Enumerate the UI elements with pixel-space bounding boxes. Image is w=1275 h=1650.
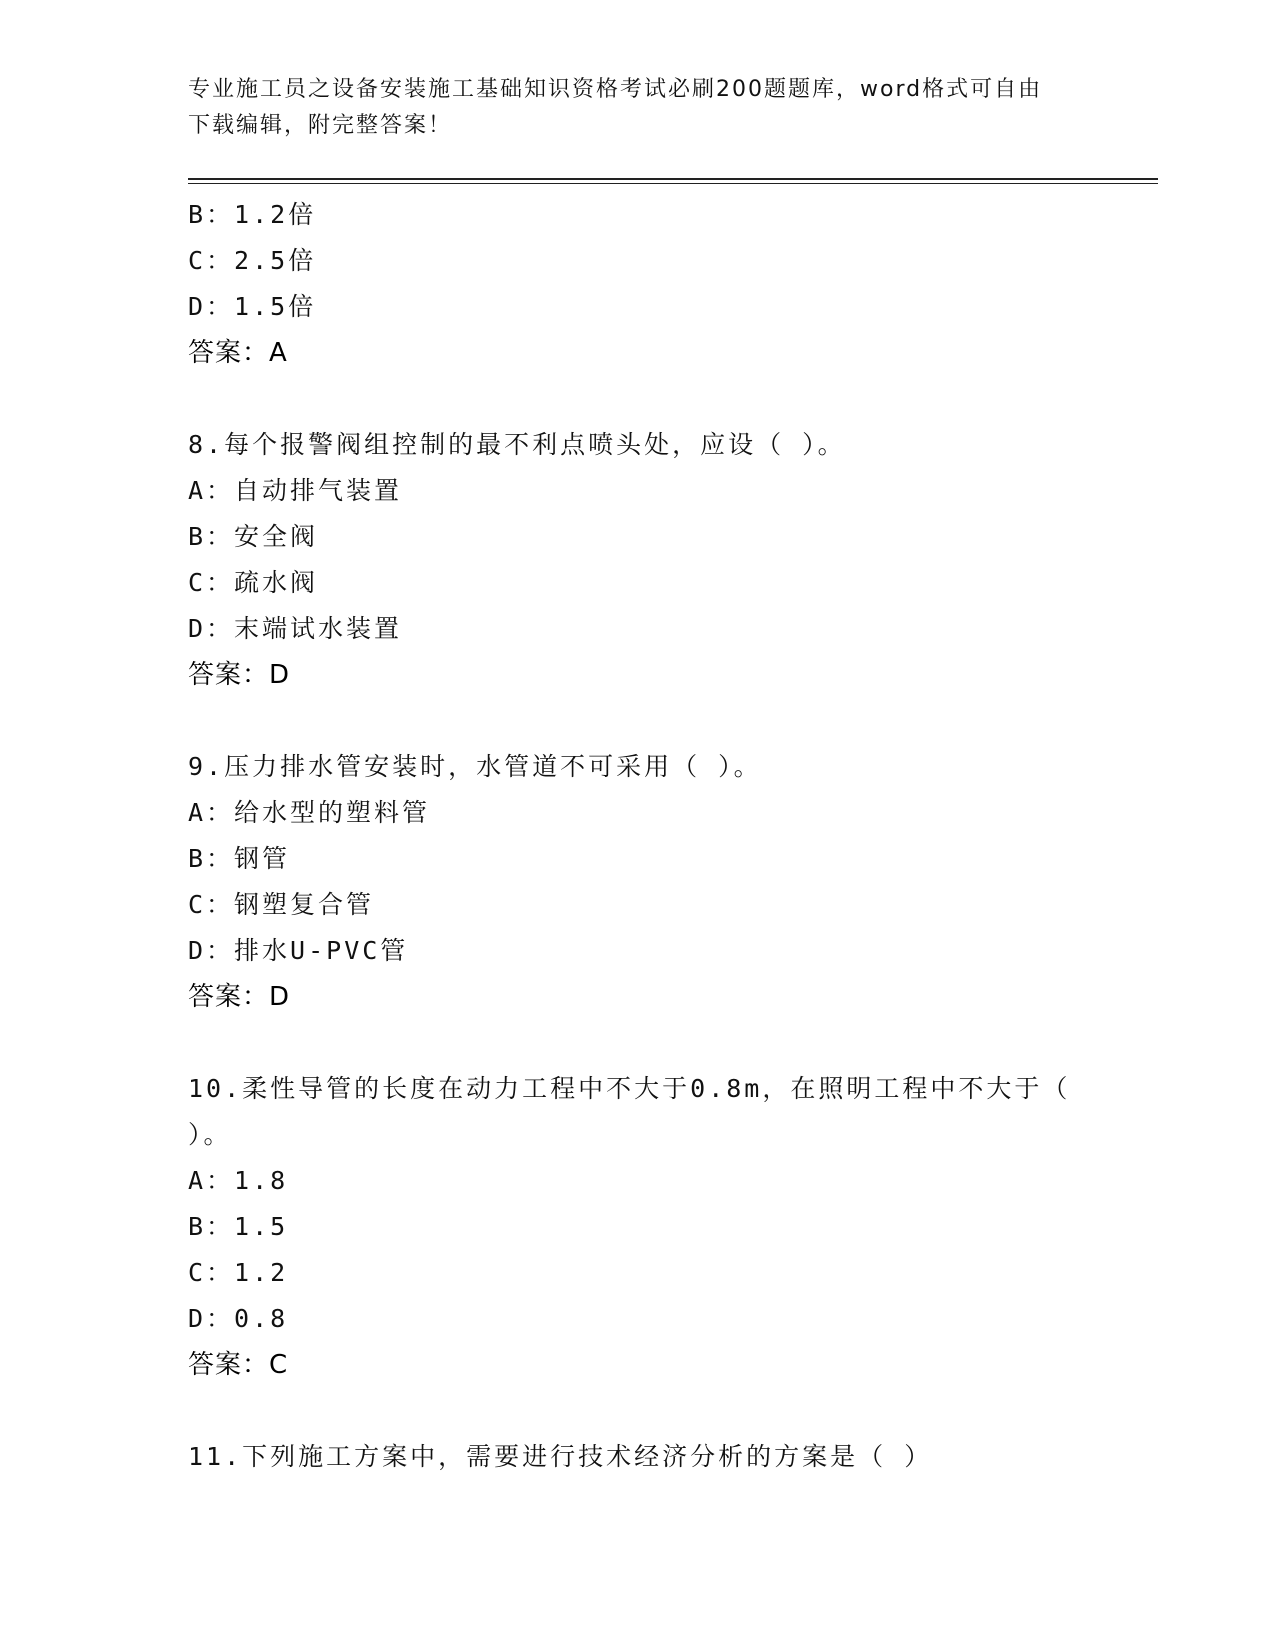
option-c: C：疏水阀	[188, 568, 319, 597]
option-d: D：1.5倍	[188, 292, 317, 321]
option-b: B：1.2倍	[188, 200, 317, 229]
option-b: B：钢管	[188, 844, 291, 873]
option-d: D：末端试水装置	[188, 614, 403, 643]
document-header	[188, 72, 1068, 144]
spacer	[188, 698, 1088, 744]
question-7-continued	[188, 192, 1088, 376]
option-b: B：1.5	[188, 1212, 289, 1241]
header-divider-thick	[188, 178, 1158, 180]
option-a: A：自动排气装置	[188, 476, 403, 505]
question-11	[188, 1434, 1088, 1480]
question-10	[188, 1066, 1088, 1388]
answer-line: 答案：D	[188, 660, 291, 690]
spacer	[188, 1388, 1088, 1434]
question-9	[188, 744, 1088, 1020]
spacer	[188, 376, 1088, 422]
option-d: D：排水U-PVC管	[188, 936, 409, 965]
header-line-1: 专业施工员之设备安装施工基础知识资格考试必刷200题题库，word格式可自由	[188, 77, 1043, 102]
answer-line: 答案：A	[188, 338, 288, 368]
header-line-2: 下载编辑，附完整答案！	[188, 113, 453, 138]
answer-line: 答案：D	[188, 982, 291, 1012]
question-stem: 9.压力排水管安装时，水管道不可采用（ ）。	[188, 752, 762, 781]
question-stem-line-2: ）。	[188, 1120, 232, 1149]
option-a: A：1.8	[188, 1166, 289, 1195]
answer-line: 答案：C	[188, 1350, 289, 1380]
question-stem-line-1: 10.柔性导管的长度在动力工程中不大于0.8m，在照明工程中不大于（	[188, 1074, 1071, 1103]
option-d: D：0.8	[188, 1304, 289, 1333]
question-stem: 8.每个报警阀组控制的最不利点喷头处，应设（ ）。	[188, 430, 846, 459]
option-b: B：安全阀	[188, 522, 319, 551]
option-a: A：给水型的塑料管	[188, 798, 431, 827]
option-c: C：2.5倍	[188, 246, 317, 275]
option-c: C：钢塑复合管	[188, 890, 375, 919]
question-stem: 11.下列施工方案中，需要进行技术经济分析的方案是（ ）	[188, 1442, 933, 1471]
header-divider-thin	[188, 183, 1158, 184]
spacer	[188, 1020, 1088, 1066]
question-8	[188, 422, 1088, 698]
question-content	[188, 192, 1088, 1480]
option-c: C：1.2	[188, 1258, 289, 1287]
